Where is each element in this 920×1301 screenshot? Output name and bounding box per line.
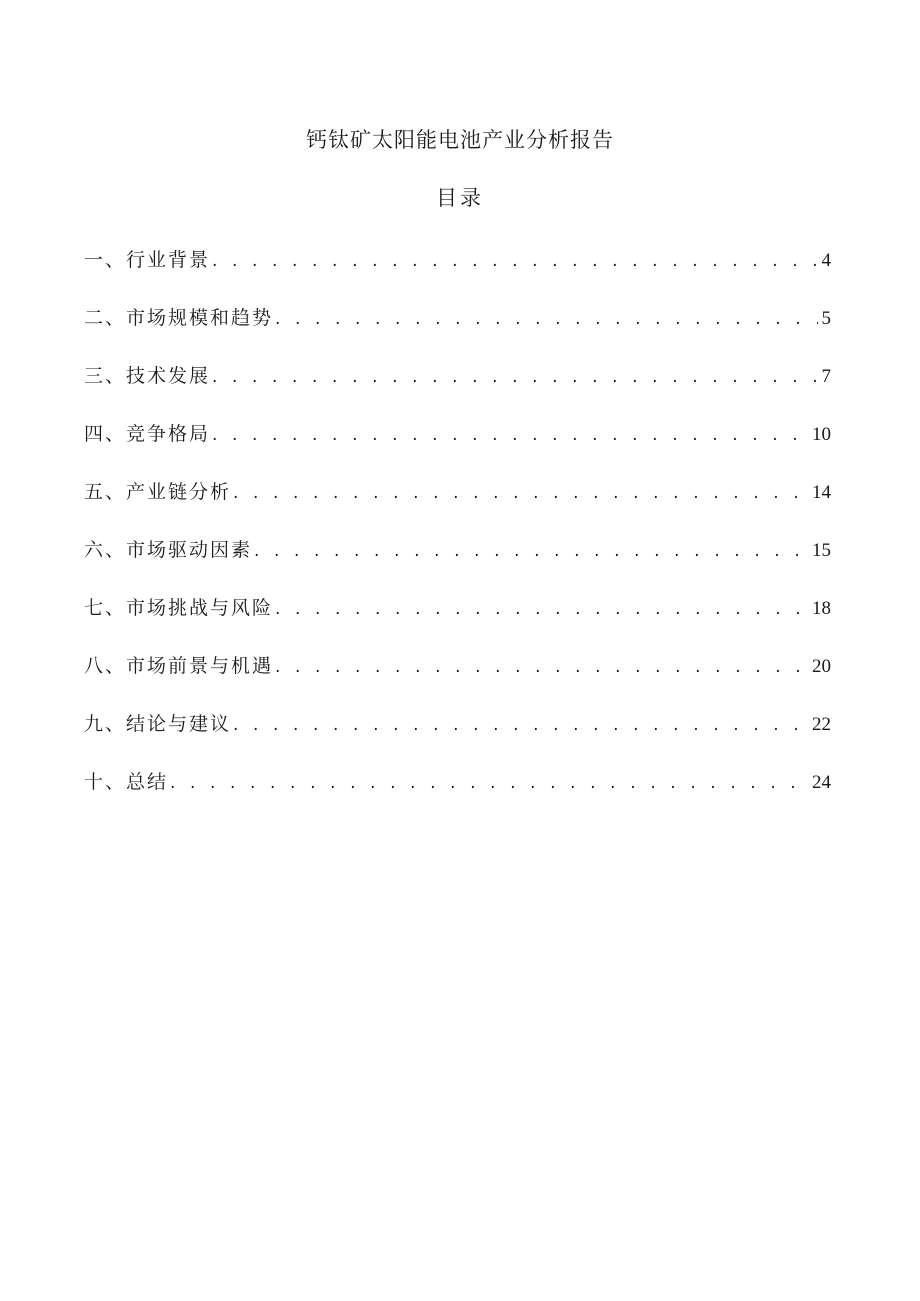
toc-entry-label: 五、产业链分析	[84, 481, 232, 503]
toc-entry-label: 九、结论与建议	[84, 713, 232, 735]
toc-entry-label: 八、市场前景与机遇	[84, 655, 274, 677]
toc-entry-page: 22	[812, 714, 831, 735]
toc-entry-page: 15	[812, 540, 831, 561]
toc-entry-label: 七、市场挑战与风险	[84, 597, 274, 619]
toc-entry-page: 5	[821, 308, 831, 329]
toc-entry-technology-development[interactable]	[84, 360, 831, 418]
toc-entry-page: 18	[812, 598, 831, 619]
toc-entry-label: 一、行业背景	[84, 249, 211, 271]
toc-entry-page: 4	[821, 250, 831, 271]
toc-entry-label: 四、竞争格局	[84, 423, 211, 445]
toc-entry-label: 六、市场驱动因素	[84, 539, 253, 561]
toc-entry-market-outlook-opportunities[interactable]	[84, 650, 831, 708]
toc-entry-page: 7	[821, 366, 831, 387]
toc-dot-leader	[170, 767, 808, 799]
toc-entry-page: 10	[812, 424, 831, 445]
toc-entry-industry-background[interactable]	[84, 244, 831, 302]
toc-entry-label: 三、技术发展	[84, 365, 211, 387]
toc-dot-leader	[212, 245, 817, 277]
toc-dot-leader	[233, 477, 808, 509]
toc-entry-page: 14	[812, 482, 831, 503]
document-title: 钙钛矿太阳能电池产业分析报告	[306, 128, 614, 152]
toc-heading: 目录	[436, 186, 484, 210]
table-of-contents	[84, 244, 831, 824]
toc-entry-label: 十、总结	[84, 771, 169, 793]
toc-dot-leader	[275, 303, 817, 335]
toc-entry-competitive-landscape[interactable]	[84, 418, 831, 476]
toc-dot-leader	[275, 651, 808, 683]
toc-entry-market-size-trends[interactable]	[84, 302, 831, 360]
toc-entry-market-challenges-risks[interactable]	[84, 592, 831, 650]
toc-entry-market-drivers[interactable]	[84, 534, 831, 592]
toc-dot-leader	[233, 709, 808, 741]
toc-entry-summary[interactable]	[84, 766, 831, 824]
toc-entry-page: 24	[812, 772, 831, 793]
toc-dot-leader	[275, 593, 808, 625]
toc-dot-leader	[212, 419, 808, 451]
toc-dot-leader	[212, 361, 817, 393]
toc-entry-page: 20	[812, 656, 831, 677]
toc-dot-leader	[254, 535, 808, 567]
toc-entry-conclusions-recommendations[interactable]	[84, 708, 831, 766]
toc-entry-label: 二、市场规模和趋势	[84, 307, 274, 329]
toc-entry-industry-chain-analysis[interactable]	[84, 476, 831, 534]
